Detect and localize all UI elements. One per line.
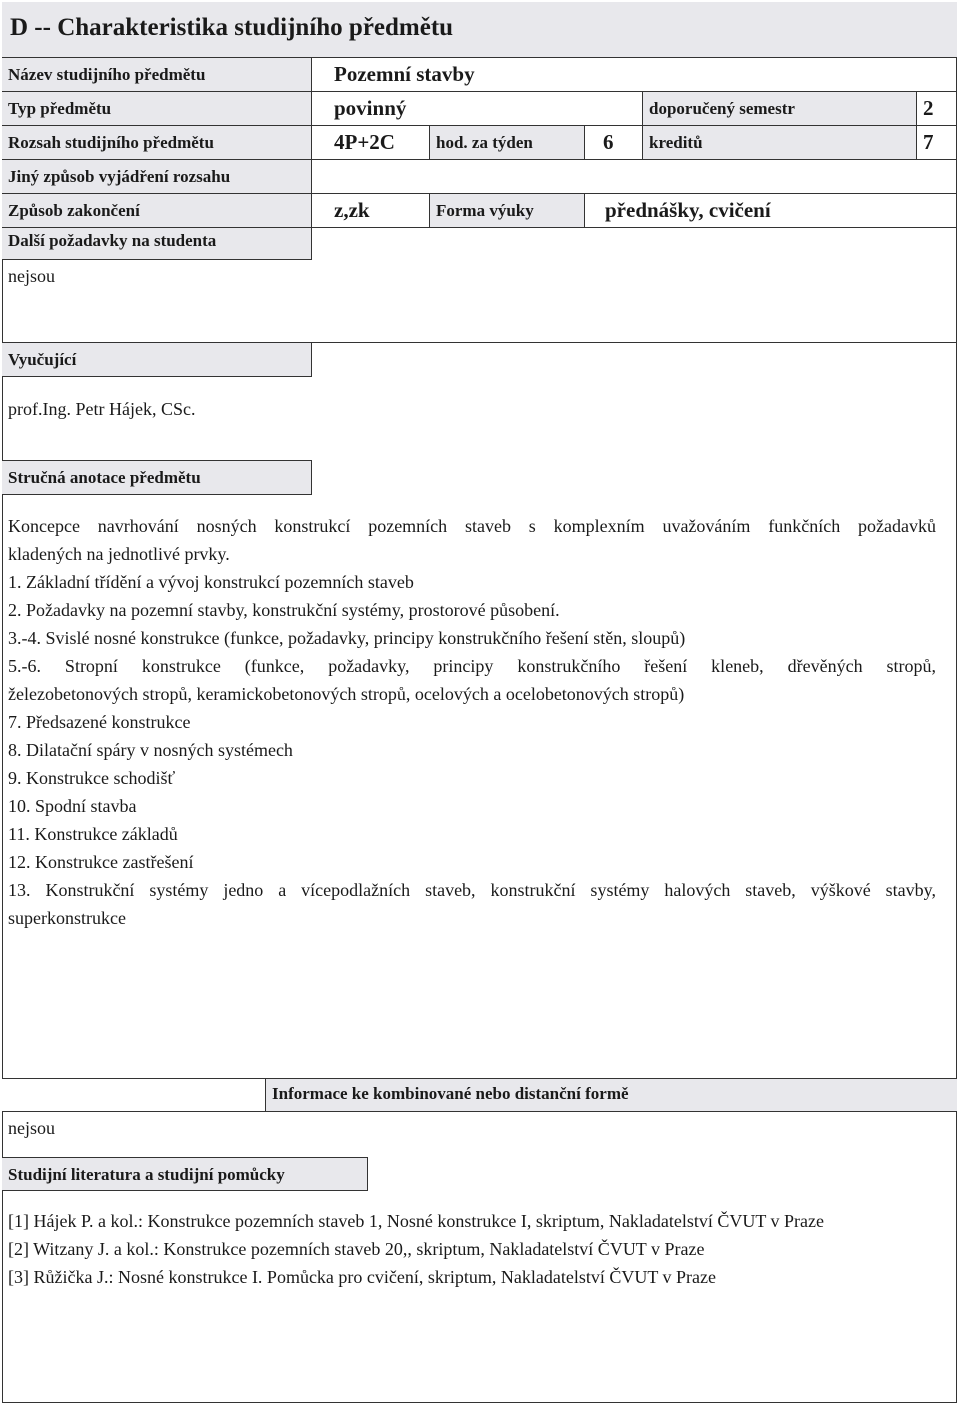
- annotation-item: 9. Konstrukce schodišť: [8, 768, 176, 788]
- course-name-label: Název studijního předmětu: [2, 58, 312, 91]
- annotation-item: 7. Předsazené konstrukce: [8, 712, 191, 732]
- literature-item: [3] Růžička J.: Nosné konstrukce I. Pomůcka pro cvičení, skriptum, Nakladatelství ČVUT v Praze: [8, 1267, 717, 1287]
- teachers-label: Vyučující: [2, 343, 312, 377]
- annotation-item: 11. Konstrukce základů: [8, 824, 178, 844]
- course-name-value: Pozemní stavby: [334, 62, 475, 86]
- annotation-item: železobetonových stropů, keramickobetonových stropů, ocelových a ocelobetonových stropů): [8, 684, 685, 704]
- annotation-intro-line1: Koncepce navrhování nosných konstrukcí pozemních staveb s komplexním uvažováním funkčních požadavků: [8, 516, 936, 536]
- distance-header-blank: [2, 1078, 266, 1112]
- row-course-type: [2, 92, 957, 126]
- credits-value: 7: [923, 130, 934, 154]
- annotation-item: 3.-4. Svislé nosné konstrukce (funkce, požadavky, principy konstrukčního řešení stěn, sloupů): [8, 628, 686, 648]
- form-value: přednášky, cvičení: [605, 198, 771, 222]
- annotation-item: superkonstrukce: [8, 908, 126, 928]
- annotation-item: 13. Konstrukční systémy jedno a vícepodlažních staveb, konstrukční systémy halových staveb, výškové stavby,: [8, 880, 936, 900]
- annotation-label: Stručná anotace předmětu: [2, 460, 312, 495]
- literature-label: Studijní literatura a studijní pomůcky: [2, 1157, 368, 1191]
- requirements-value: nejsou: [8, 266, 55, 286]
- annotation-item: 12. Konstrukce zastřešení: [8, 852, 194, 872]
- semester-value: 2: [923, 96, 934, 120]
- row-completion: [2, 194, 957, 228]
- hours-value: 6: [585, 126, 643, 159]
- row-other-range: [2, 160, 957, 194]
- literature-item: [2] Witzany J. a kol.: Konstrukce pozemních staveb 20,, skriptum, Nakladatelství ČVUT v Praze: [8, 1239, 705, 1259]
- course-type-value: povinný: [312, 92, 643, 125]
- range-value: 4P+2C: [312, 126, 430, 159]
- credits-label: kreditů: [643, 126, 917, 159]
- annotation-item: 1. Základní třídění a vývoj konstrukcí pozemních staveb: [8, 572, 414, 592]
- distance-label: Informace ke kombinované nebo distanční formě: [272, 1084, 629, 1103]
- teachers-value: prof.Ing. Petr Hájek, CSc.: [8, 399, 196, 419]
- range-label: Rozsah studijního předmětu: [2, 126, 312, 159]
- other-range-label: Jiný způsob vyjádření rozsahu: [2, 160, 312, 193]
- annotation-item: 5.-6. Stropní konstrukce (funkce, požadavky, principy konstrukčního řešení kleneb, dřevěných stropů,: [8, 656, 936, 676]
- hours-label: hod. za týden: [430, 126, 585, 159]
- requirements-label: Další požadavky na studenta: [2, 228, 312, 260]
- literature-item: [1] Hájek P. a kol.: Konstrukce pozemních staveb 1, Nosné konstrukce I, skriptum, Nakladatelství ČVUT v Praze: [8, 1211, 824, 1231]
- distance-value: nejsou: [8, 1118, 55, 1138]
- annotation-item: 8. Dilatační spáry v nosných systémech: [8, 740, 293, 760]
- annotation-item: 2. Požadavky na pozemní stavby, konstrukční systémy, prostorové působení.: [8, 600, 560, 620]
- completion-value: z,zk: [312, 194, 430, 227]
- completion-label: Způsob zakončení: [2, 194, 312, 227]
- semester-label: doporučený semestr: [643, 92, 917, 125]
- course-type-label: Typ předmětu: [2, 92, 312, 125]
- row-course-name: [2, 58, 957, 92]
- annotation-item: 10. Spodní stavba: [8, 796, 137, 816]
- form-label: Forma výuky: [430, 194, 585, 227]
- annotation-intro-line2: kladených na jednotlivé prvky.: [8, 544, 230, 564]
- page-title: D -- Charakteristika studijního předmětu: [2, 2, 957, 58]
- row-course-range: [2, 126, 957, 160]
